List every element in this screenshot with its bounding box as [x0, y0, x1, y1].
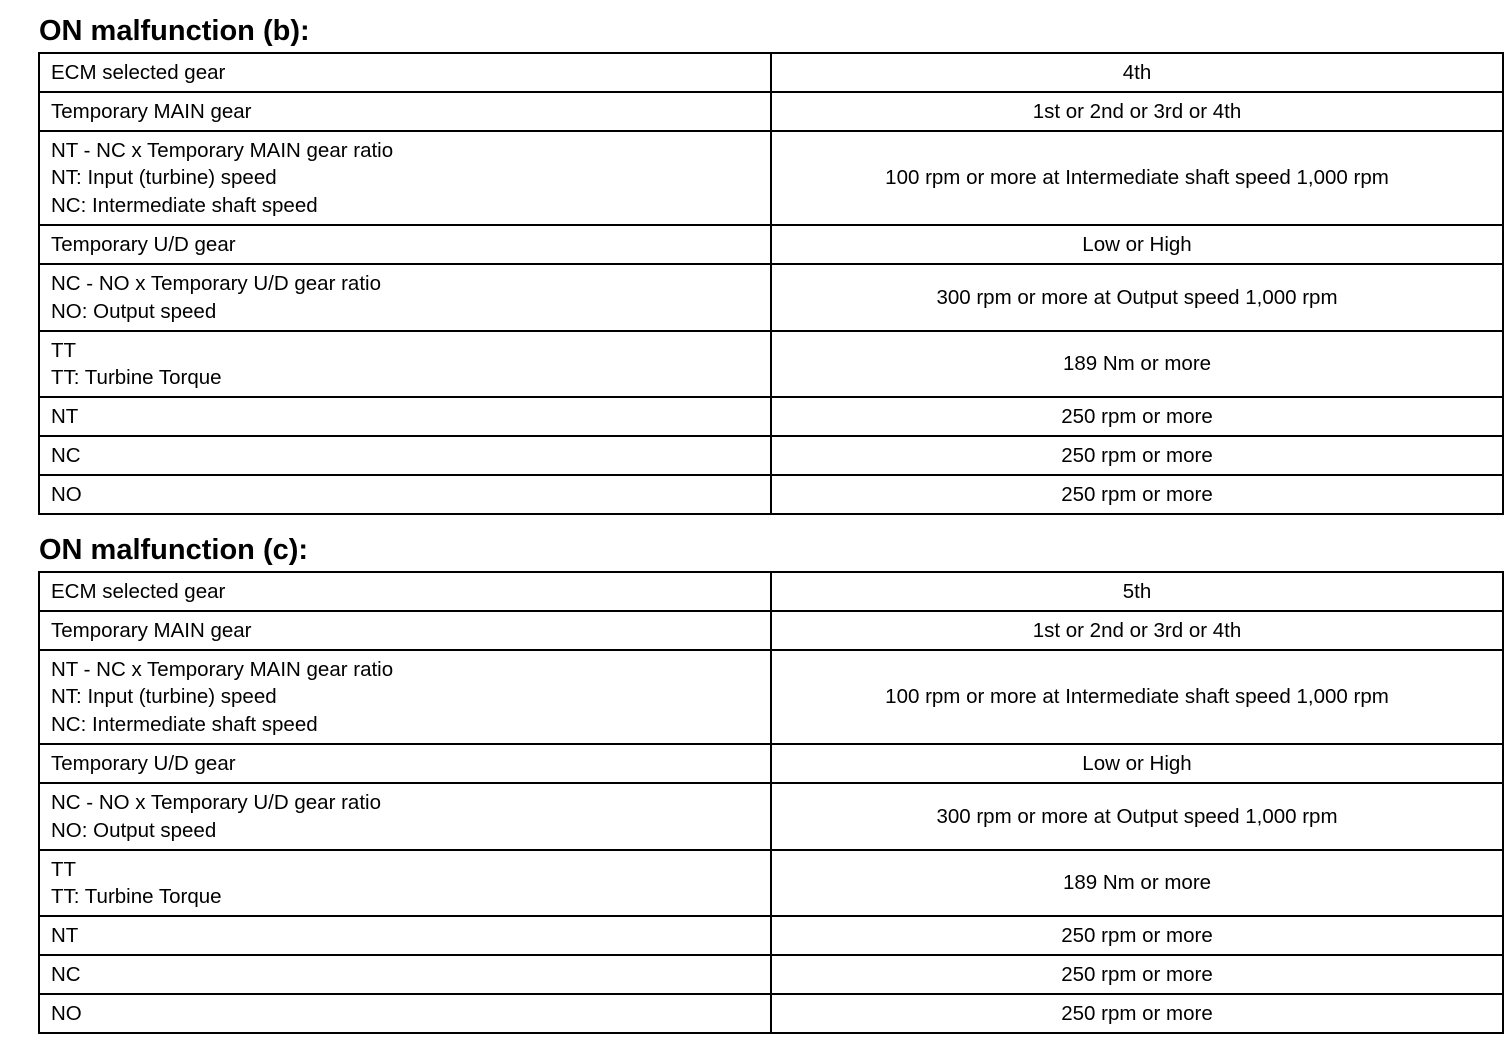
condition-label — [39, 475, 771, 514]
condition-value: 250 rpm or more — [771, 475, 1503, 514]
label-line: TT: Turbine Torque — [51, 885, 222, 908]
conditions-table — [38, 571, 1504, 1034]
table-row — [39, 53, 1503, 92]
section-malfunction-c — [38, 531, 1456, 1034]
label-line: TT — [51, 857, 77, 881]
label-line: NT: Input (turbine) speed — [51, 166, 277, 190]
condition-value: 250 rpm or more — [771, 916, 1503, 955]
condition-value: 189 Nm or more — [771, 850, 1503, 916]
condition-label — [39, 955, 771, 994]
condition-label — [39, 744, 771, 783]
table-row — [39, 397, 1503, 436]
table-row — [39, 955, 1503, 994]
label-line: NC — [51, 443, 81, 467]
label-line: TT — [51, 338, 77, 362]
table-row — [39, 783, 1503, 850]
condition-label — [39, 850, 771, 916]
label-line: Temporary U/D gear — [51, 232, 236, 256]
condition-label — [39, 611, 771, 650]
section-title: ON malfunction (b): — [39, 15, 310, 47]
condition-label — [39, 994, 771, 1033]
label-line: NC - NO x Temporary U/D gear ratio — [51, 272, 381, 295]
label-line: NT: Input (turbine) speed — [51, 685, 277, 709]
condition-label — [39, 53, 771, 92]
table-row — [39, 225, 1503, 264]
condition-value: 300 rpm or more at Output speed 1,000 rpm — [771, 264, 1503, 331]
label-line: NT - NC x Temporary MAIN gear ratio — [51, 657, 394, 681]
table-row — [39, 994, 1503, 1033]
table-row — [39, 850, 1503, 916]
label-line: NC — [51, 962, 81, 986]
label-line: Temporary U/D gear — [51, 751, 236, 775]
condition-value: 250 rpm or more — [771, 397, 1503, 436]
label-line: NO: Output speed — [51, 299, 217, 323]
label-line: NO: Output speed — [51, 818, 217, 842]
label-line: NT — [51, 404, 79, 428]
condition-value: 100 rpm or more at Intermediate shaft speed 1,000 rpm — [771, 131, 1503, 225]
table-row — [39, 572, 1503, 611]
condition-value: 100 rpm or more at Intermediate shaft speed 1,000 rpm — [771, 650, 1503, 744]
condition-label — [39, 436, 771, 475]
label-line: Temporary MAIN gear — [51, 618, 252, 642]
condition-label — [39, 783, 771, 850]
condition-value: 1st or 2nd or 3rd or 4th — [771, 92, 1503, 131]
label-line: ECM selected gear — [51, 579, 226, 603]
condition-value: 4th — [771, 53, 1503, 92]
condition-value: 189 Nm or more — [771, 331, 1503, 397]
label-line: NC: Intermediate shaft speed — [51, 193, 318, 217]
condition-label — [39, 650, 771, 744]
label-line: Temporary MAIN gear — [51, 99, 252, 123]
label-line: NT - NC x Temporary MAIN gear ratio — [51, 138, 394, 162]
table-row — [39, 744, 1503, 783]
label-line: NC - NO x Temporary U/D gear ratio — [51, 791, 381, 814]
section-malfunction-b — [38, 12, 1456, 515]
condition-value: 250 rpm or more — [771, 994, 1503, 1033]
condition-value: 5th — [771, 572, 1503, 611]
condition-label — [39, 264, 771, 331]
label-line: NO — [51, 1001, 82, 1025]
label-line: NC: Intermediate shaft speed — [51, 712, 318, 736]
condition-label — [39, 572, 771, 611]
condition-label — [39, 331, 771, 397]
table-row — [39, 436, 1503, 475]
condition-label — [39, 916, 771, 955]
condition-label — [39, 92, 771, 131]
table-row — [39, 611, 1503, 650]
condition-value: 250 rpm or more — [771, 955, 1503, 994]
table-row — [39, 92, 1503, 131]
table-row — [39, 650, 1503, 744]
condition-label — [39, 131, 771, 225]
conditions-table — [38, 52, 1504, 515]
section-title: ON malfunction (c): — [39, 534, 309, 566]
label-line: TT: Turbine Torque — [51, 366, 222, 389]
condition-value: 1st or 2nd or 3rd or 4th — [771, 611, 1503, 650]
table-row — [39, 331, 1503, 397]
condition-value: 250 rpm or more — [771, 436, 1503, 475]
table-row — [39, 131, 1503, 225]
condition-value: 300 rpm or more at Output speed 1,000 rpm — [771, 783, 1503, 850]
condition-label — [39, 397, 771, 436]
condition-value: Low or High — [771, 744, 1503, 783]
condition-label — [39, 225, 771, 264]
label-line: NT — [51, 923, 79, 947]
table-row — [39, 475, 1503, 514]
table-row — [39, 916, 1503, 955]
label-line: NO — [51, 482, 82, 506]
label-line: ECM selected gear — [51, 60, 226, 84]
condition-value: Low or High — [771, 225, 1503, 264]
table-row — [39, 264, 1503, 331]
